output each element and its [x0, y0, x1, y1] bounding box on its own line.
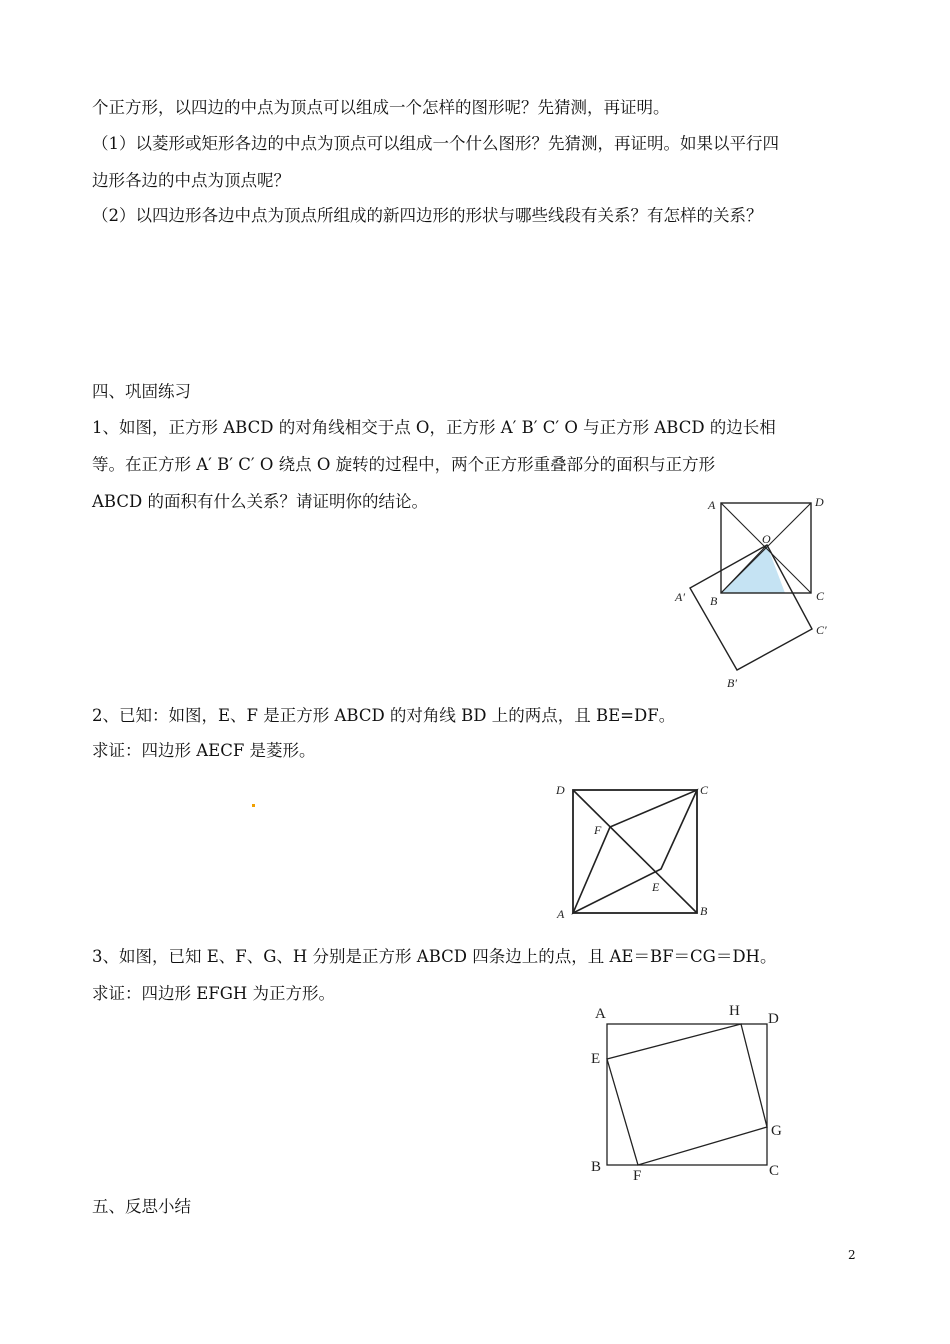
text-line: 边形各边的中点为顶点呢？	[92, 171, 290, 190]
label-b: B	[700, 904, 708, 918]
problem-1-text: 等。在正方形 A′ B′ C′ O 绕点 O 旋转的过程中，两个正方形重叠部分的面积与正方形	[92, 455, 716, 474]
label-e: E	[652, 880, 660, 894]
text-line: （2）以四边形各边中点为顶点所组成的新四边形的形状与哪些线段有关系？有怎样的关系？	[92, 206, 763, 225]
label-d: D	[768, 1011, 779, 1027]
square-abcd	[607, 1024, 767, 1165]
label-a: A	[557, 907, 565, 921]
problem-3-text: 求证：四边形 EFGH 为正方形。	[92, 984, 336, 1003]
page-number: 2	[848, 1248, 856, 1262]
figure-1-rotated-squares	[660, 490, 840, 690]
section-heading: 四、巩固练习	[92, 382, 191, 401]
label-g: G	[771, 1123, 782, 1139]
square-efgh	[607, 1024, 767, 1165]
label-h: H	[729, 1003, 740, 1019]
label-c: C	[700, 783, 709, 797]
label-a: A	[708, 498, 716, 512]
label-b: B	[591, 1159, 602, 1175]
text-line: （1）以菱形或矩形各边的中点为顶点可以组成一个什么图形？先猜测，再证明。如果以平行四	[92, 134, 779, 153]
text-line: 个正方形，以四边的中点为顶点可以组成一个怎样的图形呢？先猜测，再证明。	[92, 98, 670, 117]
label-c: C	[769, 1163, 780, 1179]
label-f: F	[633, 1168, 642, 1184]
problem-1-text: 1、如图，正方形 ABCD 的对角线相交于点 O，正方形 A′ B′ C′ O 与正方形 ABCD 的边长相	[92, 418, 776, 437]
label-b: B	[710, 594, 718, 608]
label-c-prime: C′	[816, 623, 827, 637]
label-a-prime: A′	[675, 590, 685, 604]
label-c: C	[816, 589, 825, 603]
problem-3-text: 3、如图，已知 E、F、G、H 分别是正方形 ABCD 四条边上的点，且 AE＝BF＝CG＝DH。	[92, 947, 777, 966]
problem-2-text: 求证：四边形 AECF 是菱形。	[92, 741, 316, 760]
label-o: O	[762, 532, 771, 546]
label-e: E	[591, 1051, 601, 1067]
problem-2-text: 2、已知：如图，E、F 是正方形 ABCD 的对角线 BD 上的两点，且 BE=DF。	[92, 706, 676, 725]
label-d: D	[815, 495, 824, 509]
diagonal-bd	[573, 790, 697, 913]
figure-2-square-rhombus	[545, 775, 720, 925]
section-heading: 五、反思小结	[92, 1197, 191, 1216]
label-b-prime: B′	[727, 676, 737, 690]
problem-1-text: ABCD 的面积有什么关系？请证明你的结论。	[92, 492, 428, 511]
label-a: A	[595, 1006, 606, 1022]
stray-mark	[252, 804, 255, 807]
label-d: D	[556, 783, 565, 797]
figure-3-inscribed-square	[580, 1000, 800, 1190]
label-f: F	[594, 823, 602, 837]
